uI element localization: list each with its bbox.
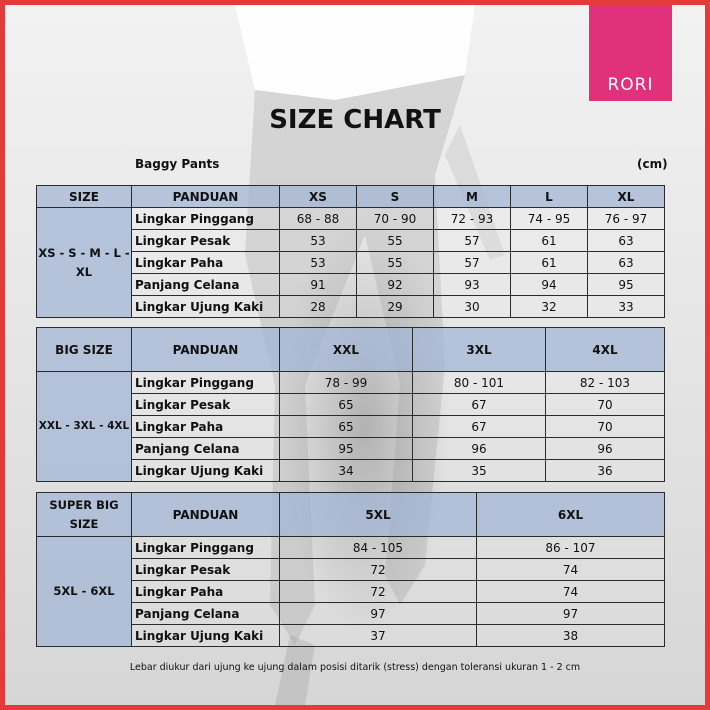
- table-cell: 95: [588, 274, 665, 296]
- table-cell: 35: [413, 460, 546, 482]
- row-label: Lingkar Paha: [132, 252, 280, 274]
- table-row: [37, 416, 665, 438]
- table-cell: 61: [511, 230, 588, 252]
- table-header-row: [37, 328, 665, 372]
- table-cell: 57: [434, 230, 511, 252]
- table-cell: 36: [546, 460, 665, 482]
- table-cell: 96: [413, 438, 546, 460]
- tolerance-note: Lebar diukur dari ujung ke ujung dalam posisi ditarik (stress) dengan toleransi ukuran 1 - 2 cm: [129, 662, 581, 673]
- table-cell: 57: [434, 252, 511, 274]
- row-label: Lingkar Paha: [132, 581, 280, 603]
- row-label: Lingkar Pesak: [132, 394, 280, 416]
- guide-header: PANDUAN: [132, 493, 280, 537]
- table-cell: 93: [434, 274, 511, 296]
- size-header: 3XL: [413, 328, 546, 372]
- table-row: [37, 372, 665, 394]
- table-cell: 29: [357, 296, 434, 318]
- brand-name: RORI: [607, 75, 654, 95]
- table-row: [37, 394, 665, 416]
- group-label: XXL - 3XL - 4XL: [37, 372, 132, 482]
- table-cell: 28: [280, 296, 357, 318]
- table-cell: 74 - 95: [511, 208, 588, 230]
- size-header: 5XL: [280, 493, 477, 537]
- table-header-row: [37, 186, 665, 208]
- table-cell: 67: [413, 394, 546, 416]
- table-cell: 72: [280, 559, 477, 581]
- table-row: [37, 230, 665, 252]
- guide-header: PANDUAN: [132, 328, 280, 372]
- table-cell: 92: [357, 274, 434, 296]
- row-label: Panjang Celana: [132, 274, 280, 296]
- table-row: [37, 252, 665, 274]
- size-header: XXL: [280, 328, 413, 372]
- table-cell: 61: [511, 252, 588, 274]
- row-label: Lingkar Ujung Kaki: [132, 460, 280, 482]
- row-label: Panjang Celana: [132, 603, 280, 625]
- table-cell: 86 - 107: [477, 537, 665, 559]
- table-cell: 97: [280, 603, 477, 625]
- table-cell: 53: [280, 252, 357, 274]
- table-row: [37, 274, 665, 296]
- row-label: Lingkar Pesak: [132, 559, 280, 581]
- table-cell: 63: [588, 230, 665, 252]
- table-row: [37, 208, 665, 230]
- row-label: Lingkar Pinggang: [132, 372, 280, 394]
- brand-logo: [589, 5, 672, 101]
- row-label: Lingkar Ujung Kaki: [132, 296, 280, 318]
- table-cell: 82 - 103: [546, 372, 665, 394]
- table-cell: 63: [588, 252, 665, 274]
- table-cell: 70: [546, 416, 665, 438]
- table-row: [37, 296, 665, 318]
- table-cell: 91: [280, 274, 357, 296]
- size-header: 4XL: [546, 328, 665, 372]
- table-header-row: [37, 493, 665, 537]
- row-label: Lingkar Pesak: [132, 230, 280, 252]
- size-header: L: [511, 186, 588, 208]
- table-cell: 78 - 99: [280, 372, 413, 394]
- group-label: XS - S - M - L - XL: [37, 208, 132, 318]
- size-header: XS: [280, 186, 357, 208]
- product-subtitle: Baggy Pants: [135, 157, 220, 171]
- table-cell: 70 - 90: [357, 208, 434, 230]
- table-row: [37, 581, 665, 603]
- group-header: BIG SIZE: [37, 328, 132, 372]
- table-cell: 65: [280, 416, 413, 438]
- table-row: [37, 438, 665, 460]
- size-header: XL: [588, 186, 665, 208]
- size-table-regular: [36, 185, 665, 318]
- table-cell: 74: [477, 559, 665, 581]
- table-cell: 70: [546, 394, 665, 416]
- table-row: [37, 625, 665, 647]
- size-chart-image: [5, 5, 705, 705]
- table-row: [37, 559, 665, 581]
- size-header: M: [434, 186, 511, 208]
- row-label: Lingkar Ujung Kaki: [132, 625, 280, 647]
- table-cell: 38: [477, 625, 665, 647]
- row-label: Panjang Celana: [132, 438, 280, 460]
- table-cell: 76 - 97: [588, 208, 665, 230]
- table-row: [37, 460, 665, 482]
- table-cell: 34: [280, 460, 413, 482]
- table-cell: 37: [280, 625, 477, 647]
- group-label: 5XL - 6XL: [37, 537, 132, 647]
- page-title: SIZE CHART: [269, 105, 441, 135]
- table-cell: 72 - 93: [434, 208, 511, 230]
- table-cell: 55: [357, 230, 434, 252]
- table-cell: 65: [280, 394, 413, 416]
- size-table-big: [36, 327, 665, 482]
- size-header: S: [357, 186, 434, 208]
- group-header: SUPER BIG SIZE: [37, 493, 132, 537]
- size-table-super-big: [36, 492, 665, 647]
- table-cell: 67: [413, 416, 546, 438]
- table-cell: 84 - 105: [280, 537, 477, 559]
- table-cell: 94: [511, 274, 588, 296]
- table-cell: 55: [357, 252, 434, 274]
- table-row: [37, 537, 665, 559]
- table-cell: 68 - 88: [280, 208, 357, 230]
- row-label: Lingkar Pinggang: [132, 537, 280, 559]
- group-header: SIZE: [37, 186, 132, 208]
- table-cell: 97: [477, 603, 665, 625]
- table-cell: 72: [280, 581, 477, 603]
- table-cell: 32: [511, 296, 588, 318]
- table-cell: 33: [588, 296, 665, 318]
- row-label: Lingkar Paha: [132, 416, 280, 438]
- table-cell: 95: [280, 438, 413, 460]
- row-label: Lingkar Pinggang: [132, 208, 280, 230]
- table-cell: 30: [434, 296, 511, 318]
- table-cell: 53: [280, 230, 357, 252]
- unit-label: (cm): [637, 157, 668, 171]
- guide-header: PANDUAN: [132, 186, 280, 208]
- table-cell: 80 - 101: [413, 372, 546, 394]
- table-cell: 96: [546, 438, 665, 460]
- table-cell: 74: [477, 581, 665, 603]
- size-header: 6XL: [477, 493, 665, 537]
- table-row: [37, 603, 665, 625]
